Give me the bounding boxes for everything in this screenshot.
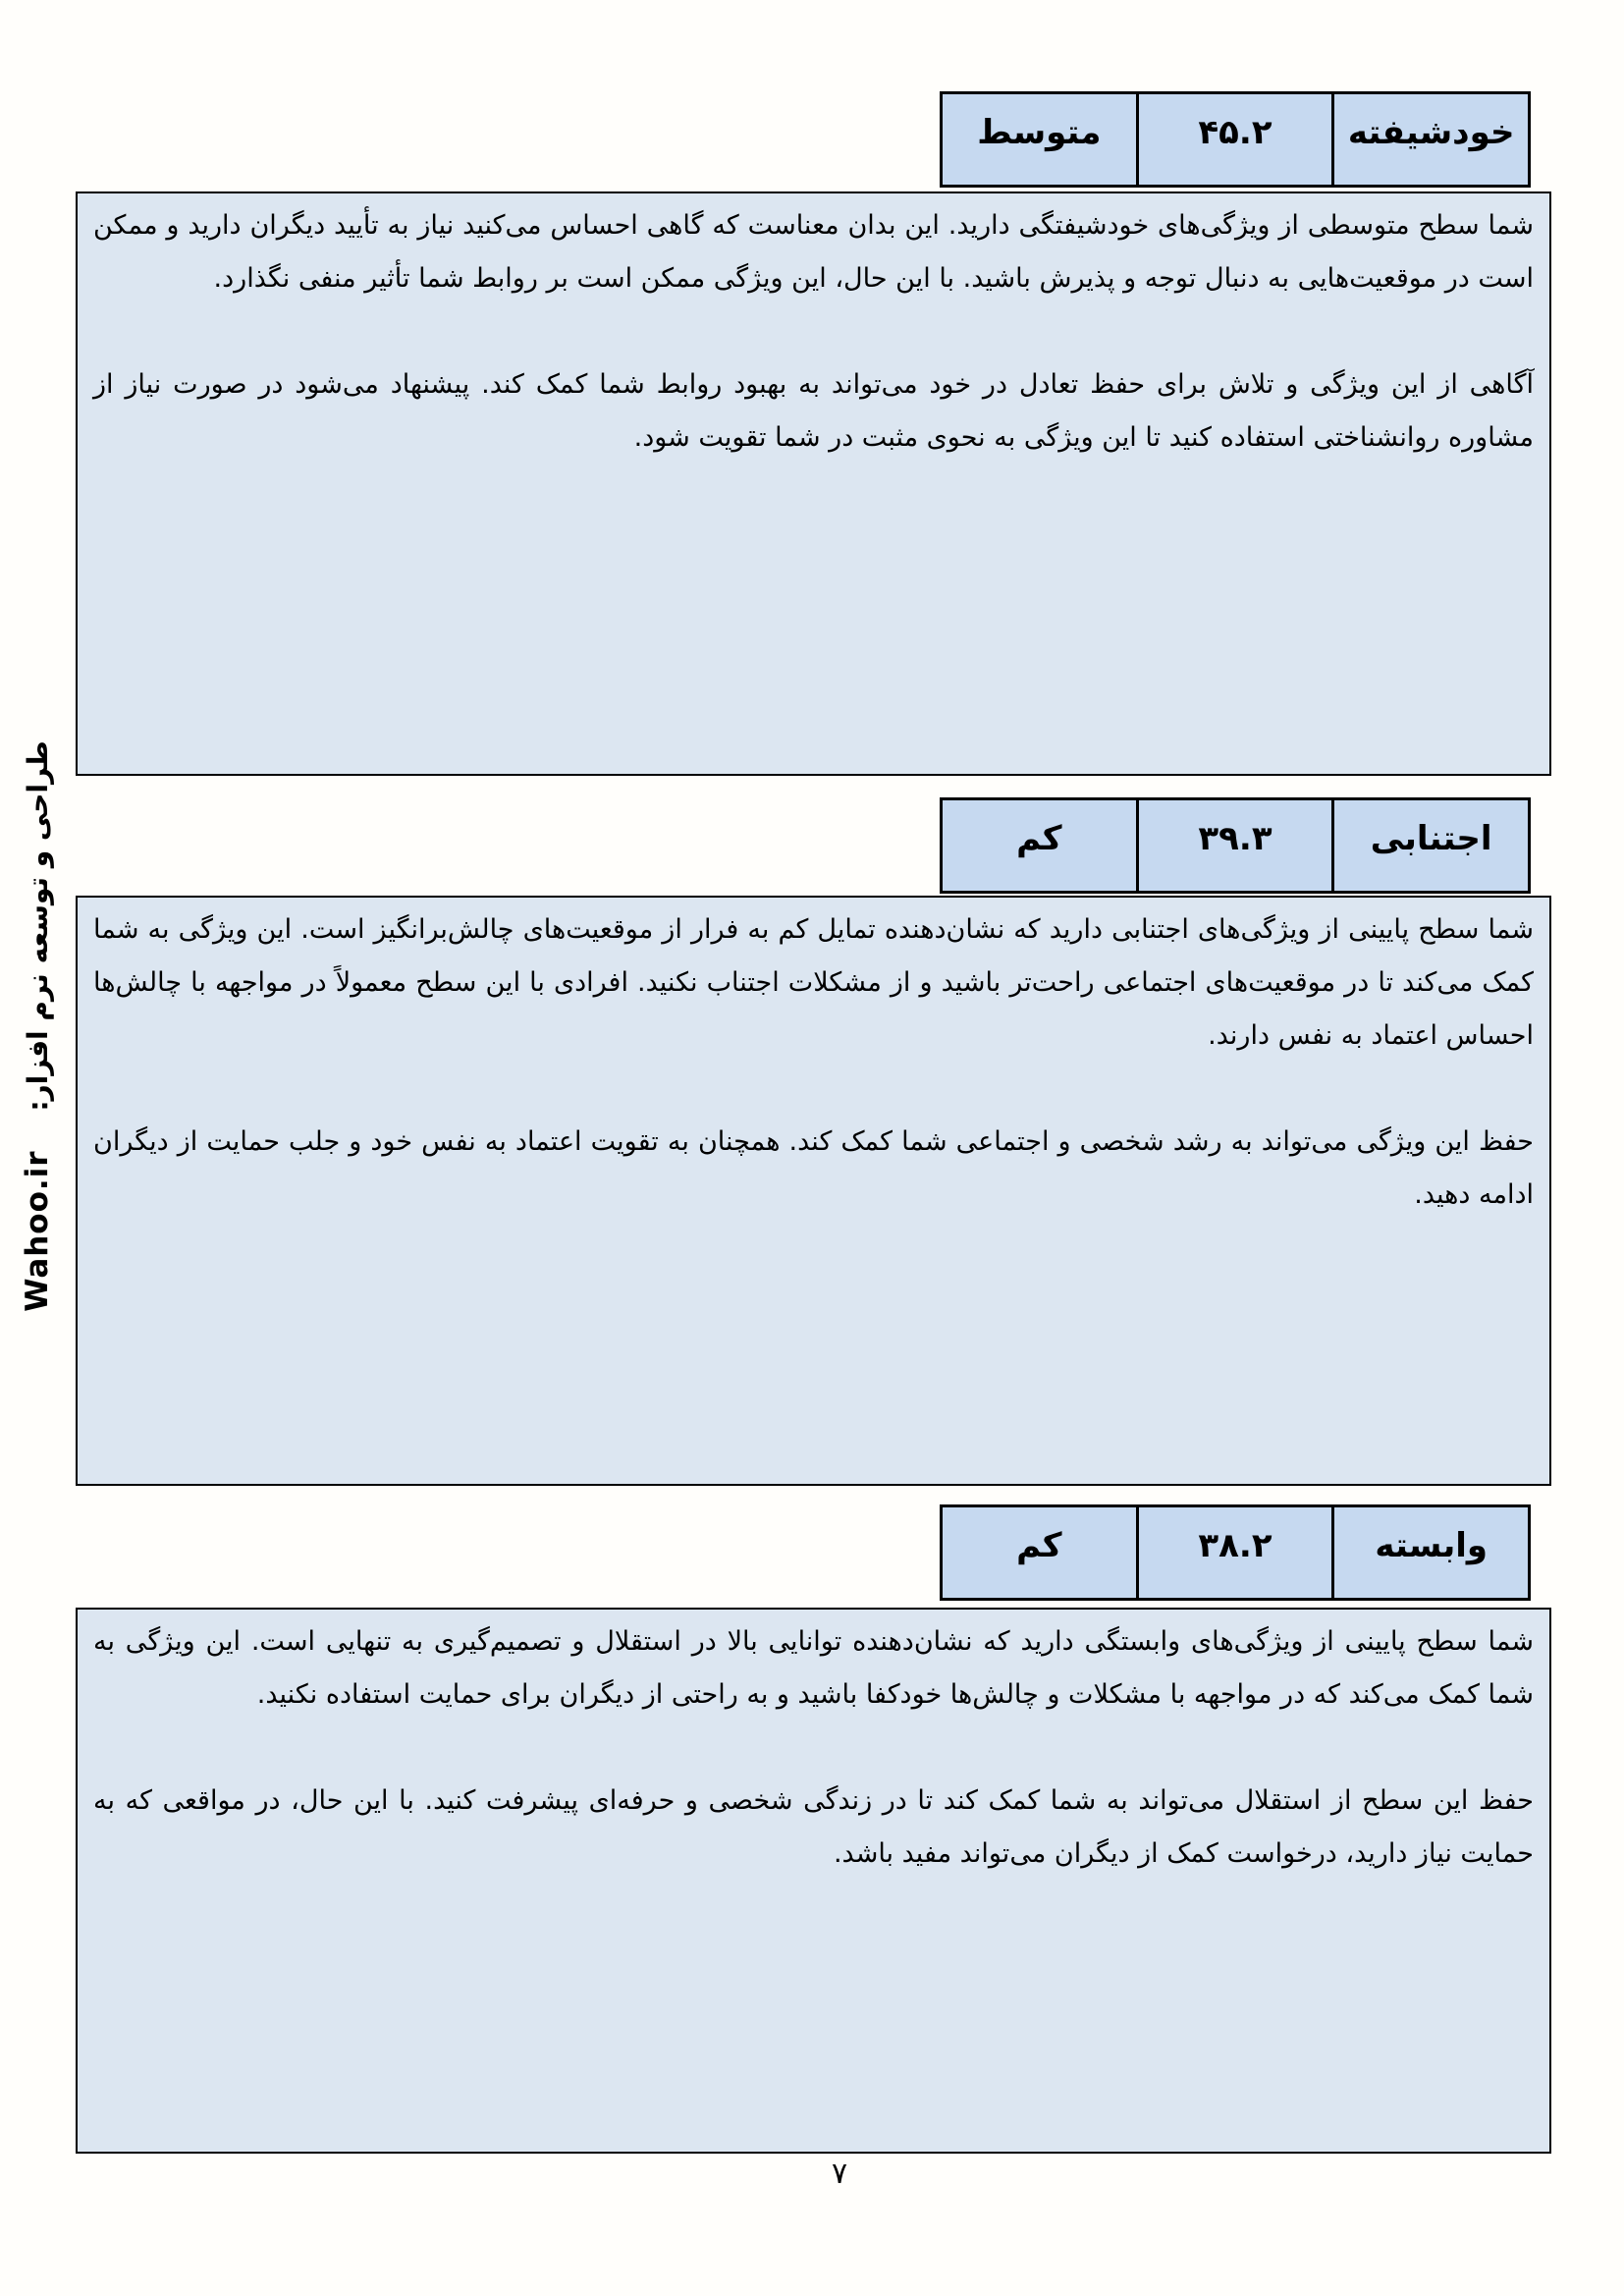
trait-description-box-narcissistic: [76, 191, 1551, 776]
credit-sidebar: [20, 740, 55, 1312]
trait-score-cell: ۴۵.۲: [1139, 94, 1332, 185]
trait-level-cell: کم: [943, 800, 1136, 891]
credit-text: طراحی و توسعه نرم افزار:: [22, 740, 54, 1112]
description-paragraph: شما سطح پایینی از ویژگی‌های وابستگی دارید که نشان‌دهنده توانایی بالا در استقلال و تصمیم‌گیری به تنهایی است. این ویژگی به شما کمک می‌کند که در مواجهه با مشکلات و چالش‌ها خودکفا باشید و به راحتی از دیگران برای حمایت استفاده نکنید.: [93, 1626, 1534, 1710]
trait-header-table-avoidant: [940, 797, 1531, 894]
trait-level-cell: کم: [943, 1507, 1136, 1598]
recommendation-paragraph: حفظ این سطح از استقلال می‌تواند به شما کمک کند تا در زندگی شخصی و حرفه‌ای پیشرفت کنید. با این حال، در مواقعی که به حمایت نیاز دارید، درخواست کمک از دیگران می‌تواند مفید باشد.: [93, 1785, 1534, 1869]
trait-header-table-narcissistic: [940, 91, 1531, 188]
recommendation-paragraph: آگاهی از این ویژگی و تلاش برای حفظ تعادل در خود می‌تواند به بهبود روابط شما کمک کند. پیشنهاد می‌شود در صورت نیاز از مشاوره روانشناختی استفاده کنید تا این ویژگی به نحوی مثبت در شما تقویت شود.: [93, 369, 1534, 453]
trait-score-cell: ۳۹.۳: [1139, 800, 1332, 891]
trait-name-cell: وابسته: [1334, 1507, 1528, 1598]
trait-description-box-avoidant: [76, 896, 1551, 1486]
page-number: ۷: [831, 2157, 848, 2191]
trait-description-box-dependent: [76, 1608, 1551, 2154]
trait-name-cell: خودشیفته: [1334, 94, 1528, 185]
description-paragraph: شما سطح متوسطی از ویژگی‌های خودشیفتگی دارید. این بدان معناست که گاهی احساس می‌کنید نیاز به تأیید دیگران دارید و ممکن است در موقعیت‌هایی به دنبال توجه و پذیرش باشید. با این حال، این ویژگی ممکن است بر روابط شما تأثیر منفی نگذارد.: [93, 210, 1534, 294]
recommendation-paragraph: حفظ این ویژگی می‌تواند به رشد شخصی و اجتماعی شما کمک کند. همچنان به تقویت اعتماد به نفس خود و جلب حمایت از دیگران ادامه دهید.: [93, 1126, 1534, 1210]
description-paragraph: شما سطح پایینی از ویژگی‌های اجتنابی دارید که نشان‌دهنده تمایل کم به فرار از موقعیت‌های چالش‌برانگیز است. این ویژگی به شما کمک می‌کند تا در موقعیت‌های اجتماعی راحت‌تر باشید و از مشکلات اجتناب نکنید. افرادی با این سطح معمولاً در مواجهه با چالش‌ها احساس اعتماد به نفس دارند.: [93, 914, 1534, 1051]
trait-score-cell: ۳۸.۲: [1139, 1507, 1332, 1598]
credit-website: Wahoo.ir: [20, 1150, 55, 1312]
trait-name-cell: اجتنابی: [1334, 800, 1528, 891]
trait-header-table-dependent: [940, 1504, 1531, 1601]
trait-level-cell: متوسط: [943, 94, 1136, 185]
